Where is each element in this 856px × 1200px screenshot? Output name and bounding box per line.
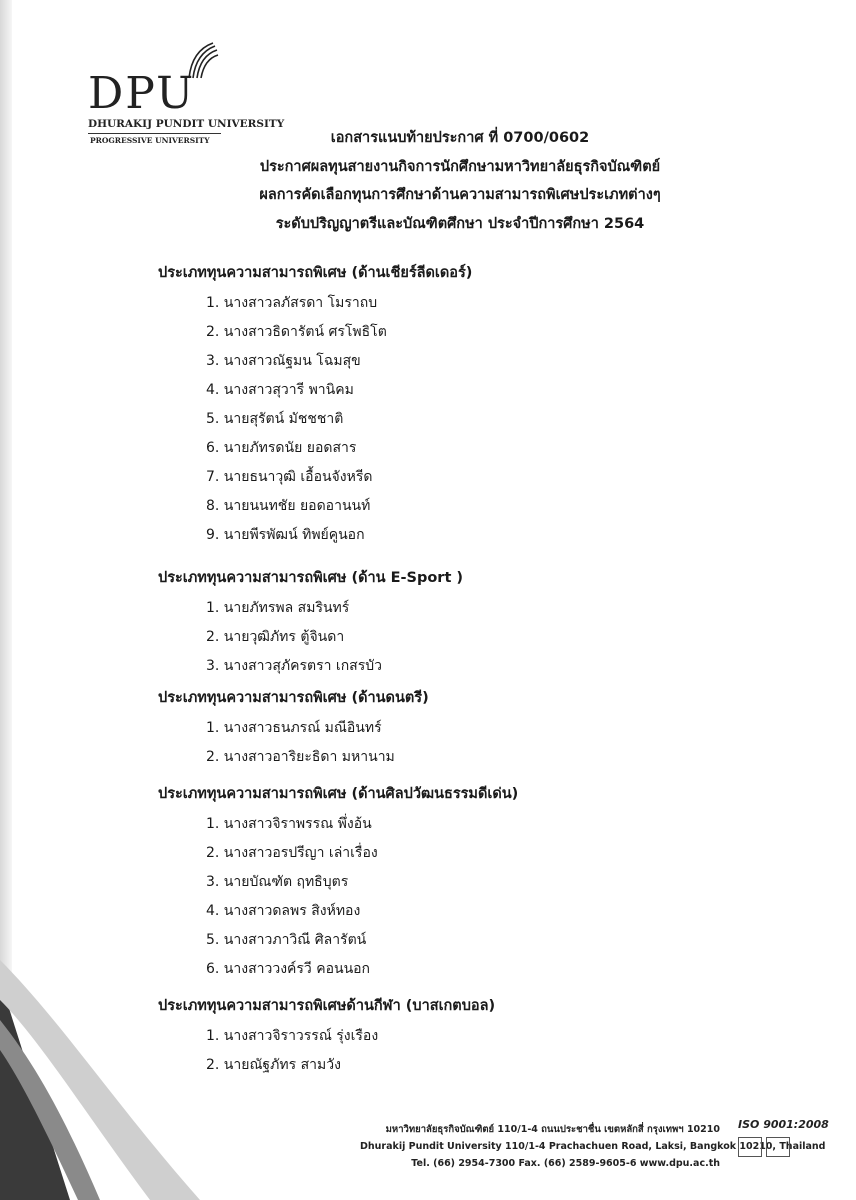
cert-mark-icon [738,1137,762,1157]
section-title: ประเภททุนความสามารถพิเศษด้านกีฬา (บาสเกตบอล) [158,998,496,1014]
section-arts-culture [158,782,518,984]
section-music [158,686,429,772]
list-item: 5. นายสุรัตน์ มัชชชาติ [206,411,344,427]
list-item: 2. นายณัฐภัทร สามวัง [206,1057,341,1073]
list-item: 2. นางสาวธิดารัตน์ ศรโพธิโต [206,324,387,340]
list-item: 2. นายวุฒิภัทร ตู้จินดา [206,629,345,645]
name-list [158,810,518,984]
list-item: 9. นายพีรพัฒน์ ทิพย์คูนอก [206,527,365,543]
list-item: 7. นายธนาวุฒิ เอื้อนจังหรีด [206,469,373,485]
list-item: 6. นายภัทรดนัย ยอดสาร [206,440,357,456]
list-item: 1. นางสาวจิราพรรณ พึ่งอ้น [206,816,372,832]
list-item: 1. นายภัทรพล สมรินทร์ [206,600,350,616]
list-item: 5. นางสาวภาวิณี ศิลารัตน์ [206,932,367,948]
list-item: 6. นางสาววงค์รวี คอนนอก [206,961,371,977]
list-item: 2. นางสาวอรปรีญา เล่าเรื่อง [206,845,378,861]
list-item: 4. นางสาวสุวารี พานิคม [206,382,354,398]
list-item: 3. นางสาวสุภัครตรา เกสรบัว [206,658,382,674]
footer-line-english: Dhurakij Pundit University 110/1-4 Prachachuen Road, Laksi, Bangkok 10210, Thailand [360,1141,826,1152]
list-item: 4. นางสาวดลพร สิงห์ทอง [206,903,361,919]
section-title: ประเภททุนความสามารถพิเศษ (ด้านดนตรี) [158,690,429,706]
certification-marks [738,1137,818,1157]
section-cheerleader [158,261,472,550]
document-heading [150,124,770,238]
list-item: 2. นางสาวอาริยะธิดา มหานาม [206,749,395,765]
list-item: 1. นางสาวลภัสรดา โมราถบ [206,295,378,311]
section-title: ประเภททุนความสามารถพิเศษ (ด้านเชียร์ลีดเดอร์) [158,265,473,281]
logo-wordmark: DPU [88,68,196,119]
cert-mark-icon [766,1137,790,1157]
section-title: ประเภททุนความสามารถพิเศษ (ด้าน E-Sport ) [158,570,464,586]
heading-line-2: ประกาศผลทุนสายงานกิจการนักศึกษามหาวิทยาลัยธุรกิจบัณฑิตย์ [259,158,661,175]
list-item: 1. นางสาวจิราวรรณ์ รุ่งเรือง [206,1028,379,1044]
heading-line-3: ผลการคัดเลือกทุนการศึกษาด้านความสามารถพิเศษประเภทต่างๆ [259,187,661,203]
footer-line-contact: Tel. (66) 2954-7300 Fax. (66) 2589-9605-6 www.dpu.ac.th [411,1158,720,1169]
name-list [158,594,463,681]
name-list [158,289,472,550]
heading-line-4: ระดับปริญญาตรีและบัณฑิตศึกษา ประจำปีการศึกษา 2564 [275,215,645,232]
section-title: ประเภททุนความสามารถพิเศษ (ด้านศิลปวัฒนธรรมดีเด่น) [158,786,519,802]
iso-label: ISO 9001:2008 [738,1118,829,1131]
list-item: 3. นางสาวณัฐมน โฉมสุข [206,353,361,369]
heading-line-1: เอกสารแนบท้ายประกาศ ที่ 0700/0602 [330,130,590,146]
section-esport [158,566,463,681]
decorative-swoosh [0,960,360,1200]
footer-line-thai: มหาวิทยาลัยธุรกิจบัณฑิตย์ 110/1-4 ถนนประชาชื่น เขตหลักสี่ กรุงเทพฯ 10210 [385,1124,720,1135]
list-item: 3. นายบัณฑัต ฤทธิบุตร [206,874,349,890]
list-item: 1. นางสาวธนภรณ์ มณีอินทร์ [206,720,382,736]
list-item: 8. นายนนทชัย ยอดอานนท์ [206,498,371,514]
iso-certification [738,1118,829,1157]
logo-tagline: PROGRESSIVE UNIVERSITY [90,136,210,145]
name-list [158,714,429,772]
logo-university-name: DHURAKIJ PUNDIT UNIVERSITY [88,118,285,130]
